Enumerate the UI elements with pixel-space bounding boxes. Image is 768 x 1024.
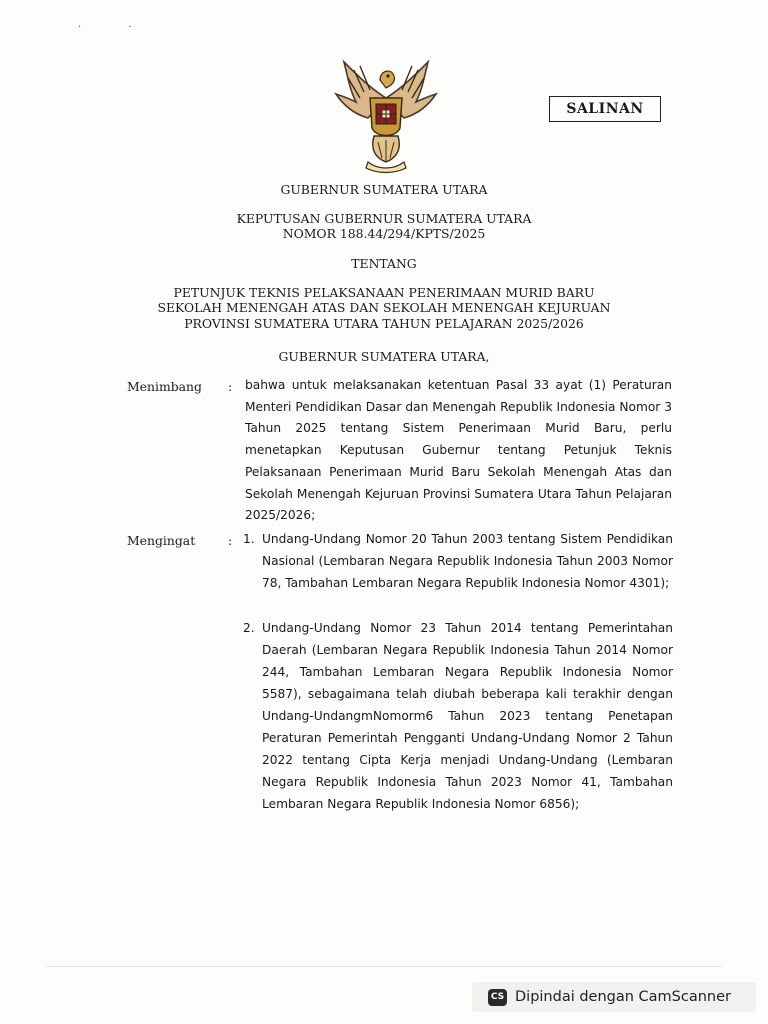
garuda-emblem-icon [330,58,442,174]
camscanner-badge [472,982,756,1012]
camscanner-text: Dipindai dengan CamScanner [515,989,732,1005]
subject-line: SEKOLAH MENENGAH ATAS DAN SEKOLAH MENENGAH KEJURUAN [157,300,611,315]
mengingat-item [243,617,673,815]
decree-number: NOMOR 188.44/294/KPTS/2025 [282,226,486,241]
menimbang-label: Menimbang [127,379,202,394]
salinan-stamp: SALINAN [549,96,661,122]
scan-specks: · · [78,22,154,33]
issuer-heading: GUBERNUR SUMATERA UTARA, [278,349,490,364]
item-text: Undang-Undang Nomor 23 Tahun 2014 tentang Pemerintahan Daerah (Lembaran Negara Republik Indonesia Tahun 2014 Nomor 244, Tambahan Lembaran Negara Republik Indonesia Nomor 5587), sebagaimana telah diubah beberapa kali terakhir dengan Undang-UndangmNomorm6 Tahun 2023 tentang Penetapan Peraturan Pemerintah Pengganti Undang-Undang Nomor 2 Tahun 2022 tentang Cipta Kerja menjadi Undang-Undang (Lembaran Negara Republik Indonesia Tahun 2023 Nomor 41, Tambahan Lembaran Negara Republik Indonesia Nomor 6856); [262,621,673,811]
menimbang-colon: : [228,379,233,394]
subject-line: PETUNJUK TEKNIS PELAKSANAAN PENERIMAAN MURID BARU [173,285,595,300]
authority-heading: GUBERNUR SUMATERA UTARA [280,182,488,197]
item-number: 2. [243,621,255,635]
menimbang-text: bahwa untuk melaksanakan ketentuan Pasal 33 ayat (1) Peraturan Menteri Pendidikan Dasar dan Menengah Republik Indonesia Nomor 3 Tahun 2025 tentang Sistem Penerimaan Murid Baru, perlu menetapkan Keputusan Gubernur tentang Petunjuk Teknis Pelaksanaan Penerimaan Murid Baru Sekolah Menengah Atas dan Sekolah Menengah Kejuruan Provinsi Sumatera Utara Tahun Pelajaran 2025/2026; [245,378,672,523]
mengingat-label: Mengingat [127,533,196,548]
item-number: 1. [243,532,255,546]
mengingat-item [243,528,673,594]
mengingat-colon: : [228,533,233,548]
footer-divider [46,966,722,967]
subject-line: PROVINSI SUMATERA UTARA TAHUN PELAJARAN 2025/2026 [184,316,584,331]
item-text: Undang-Undang Nomor 20 Tahun 2003 tentang Sistem Pendidikan Nasional (Lembaran Negara Republik Indonesia Tahun 2003 Nomor 78, Tambahan Lembaran Negara Republik Indonesia Nomor 4301); [262,532,673,590]
decree-title: KEPUTUSAN GUBERNUR SUMATERA UTARA [236,211,532,226]
camscanner-icon: CS [488,989,507,1006]
about-heading: TENTANG [351,256,417,271]
